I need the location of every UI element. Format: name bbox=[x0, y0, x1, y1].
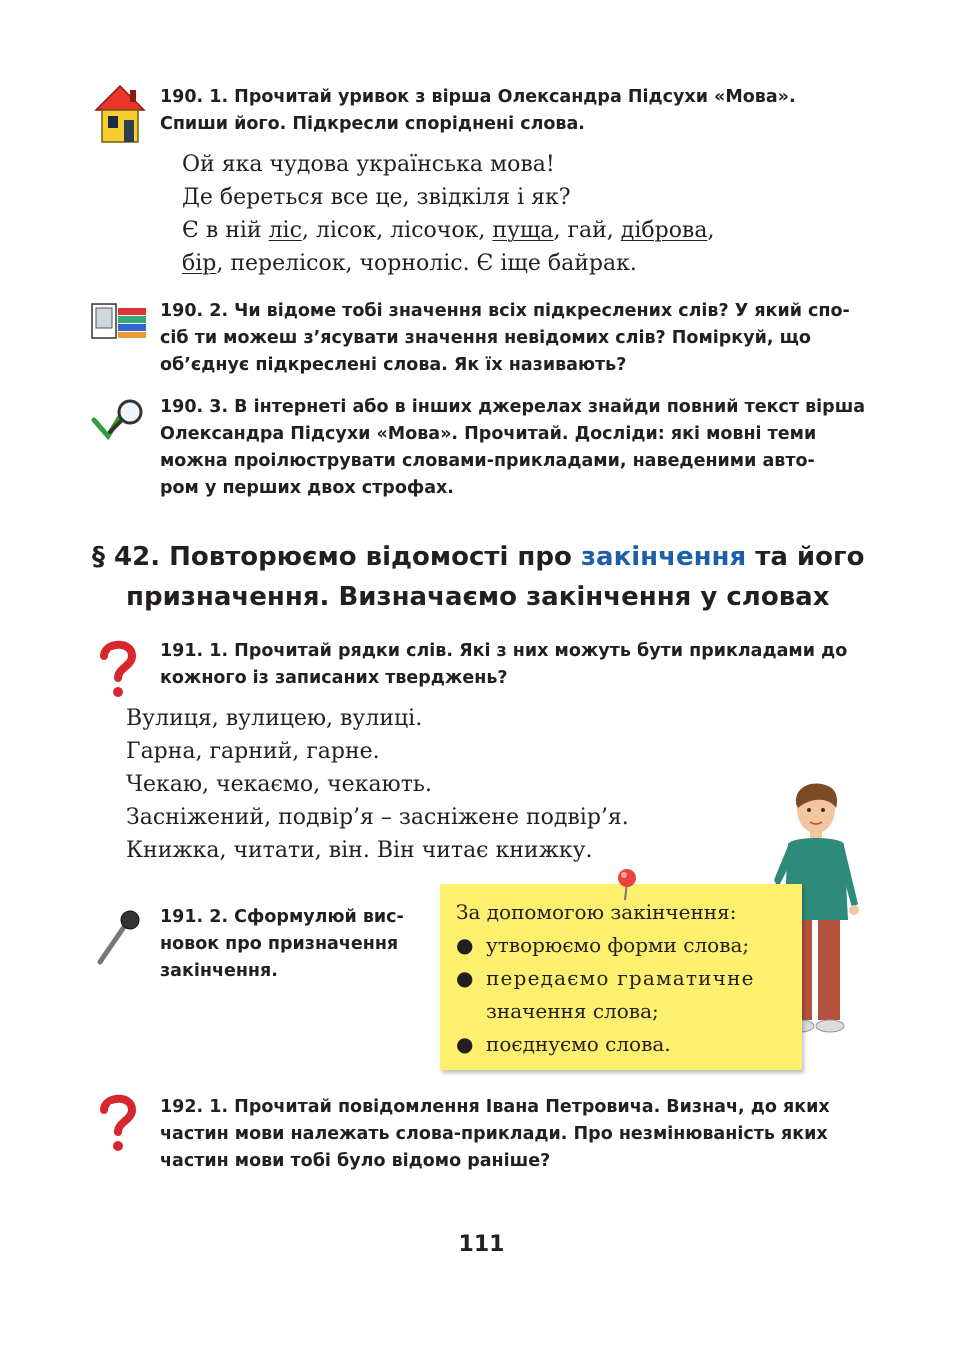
word-line: Засніжений, подвір’я – засніжене подвір’я. bbox=[126, 805, 629, 830]
page-number: 111 bbox=[458, 1232, 505, 1257]
word-line: Книжка, читати, він. Він читає книжку. bbox=[126, 838, 593, 863]
note-title: За допомогою закінчення: bbox=[456, 900, 737, 924]
task-line: 190. 1. Прочитай уривок з вірша Олександра Підсухи «Мова». bbox=[160, 87, 796, 107]
rule-note bbox=[440, 884, 802, 1070]
poem-line bbox=[182, 247, 714, 280]
heading-accent: закінчення bbox=[580, 542, 747, 572]
note-item-text: поєднуємо слова. bbox=[486, 1032, 671, 1056]
question-icon bbox=[96, 638, 140, 700]
poem-text: Є в ній bbox=[182, 218, 269, 243]
task-190-3 bbox=[160, 394, 865, 502]
bullet-icon: ● bbox=[456, 933, 474, 957]
poem-text: , лісок, лісочок, bbox=[301, 218, 493, 243]
section-heading-line2: призначення. Визначаємо закінчення у словах bbox=[126, 582, 830, 612]
heading-text: та його bbox=[746, 542, 865, 572]
underlined-word: ліс bbox=[268, 218, 302, 243]
task-190-2 bbox=[160, 298, 850, 379]
magnifier-icon bbox=[90, 396, 150, 444]
task-line: 192. 1. Прочитай повідомлення Івана Петровича. Визнач, до яких bbox=[160, 1097, 830, 1117]
section-heading bbox=[92, 538, 864, 576]
underlined-word: пуща bbox=[492, 218, 554, 243]
task-line: новок про призначення bbox=[160, 934, 399, 954]
underlined-word: діброва bbox=[620, 218, 708, 243]
bullet-icon: ● bbox=[456, 1032, 474, 1056]
note-item-text: передаємо граматичне bbox=[486, 966, 755, 990]
books-icon bbox=[90, 302, 148, 340]
pushpin-icon bbox=[612, 868, 642, 902]
task-line: ром у перших двох строфах. bbox=[160, 478, 454, 498]
bullet-icon: ● bbox=[456, 966, 474, 990]
word-line: Гарна, гарний, гарне. bbox=[126, 739, 380, 764]
task-line: частин мови належать слова-приклади. Про незмінюваність яких bbox=[160, 1124, 828, 1144]
task-191-2 bbox=[160, 904, 404, 985]
house-icon bbox=[94, 84, 146, 144]
task-line: Спиши його. Підкресли споріднені слова. bbox=[160, 114, 585, 134]
task-line: закінчення. bbox=[160, 961, 278, 981]
poem-line: Ой яка чудова українська мова! bbox=[182, 152, 555, 177]
note-item bbox=[456, 995, 755, 1028]
word-line: Вулиця, вулицею, вулиці. bbox=[126, 706, 423, 731]
word-lines bbox=[126, 702, 629, 867]
poem-text: , перелісок, чорноліс. Є іще байрак. bbox=[216, 251, 637, 276]
poem-text: , bbox=[707, 218, 715, 243]
poem-text: , гай, bbox=[553, 218, 621, 243]
note-item bbox=[456, 1028, 755, 1061]
task-line: можна проілюструвати словами-прикладами, наведеними авто- bbox=[160, 451, 815, 471]
note-item bbox=[456, 962, 755, 995]
question-icon bbox=[96, 1092, 140, 1154]
task-line: Олександра Підсухи «Мова». Прочитай. Досліди: які мовні теми bbox=[160, 424, 817, 444]
note-item-text: утворюємо форми слова; bbox=[486, 933, 750, 957]
task-line: кожного із записаних тверджень? bbox=[160, 668, 508, 688]
task-line: частин мови тобі було відомо раніше? bbox=[160, 1151, 551, 1171]
task-191-1 bbox=[160, 638, 847, 692]
heading-text: § 42. Повторюємо відомості про bbox=[92, 542, 581, 572]
task-line: об’єднує підкреслені слова. Як їх називають? bbox=[160, 355, 627, 375]
note-item-text: значення слова; bbox=[486, 999, 659, 1023]
word-line: Чекаю, чекаємо, чекають. bbox=[126, 772, 432, 797]
task-line: 191. 2. Сформулюй вис- bbox=[160, 907, 404, 927]
task-line: 190. 2. Чи відоме тобі значення всіх підкреслених слів? У який спо- bbox=[160, 301, 850, 321]
poem-line bbox=[182, 214, 714, 247]
task-line: сіб ти можеш з’ясувати значення невідомих слів? Поміркуй, що bbox=[160, 328, 811, 348]
task-line: 190. 3. В інтернеті або в інших джерелах знайди повний текст вірша bbox=[160, 397, 866, 417]
microphone-icon bbox=[94, 908, 142, 966]
task-192-1 bbox=[160, 1094, 830, 1175]
poem bbox=[182, 148, 714, 280]
poem-line: Де береться все це, звідкіля і як? bbox=[182, 185, 571, 210]
note-item bbox=[456, 929, 755, 962]
task-line: 191. 1. Прочитай рядки слів. Які з них можуть бути прикладами до bbox=[160, 641, 848, 661]
underlined-word: бір bbox=[182, 251, 217, 276]
task-190-1 bbox=[160, 84, 796, 138]
